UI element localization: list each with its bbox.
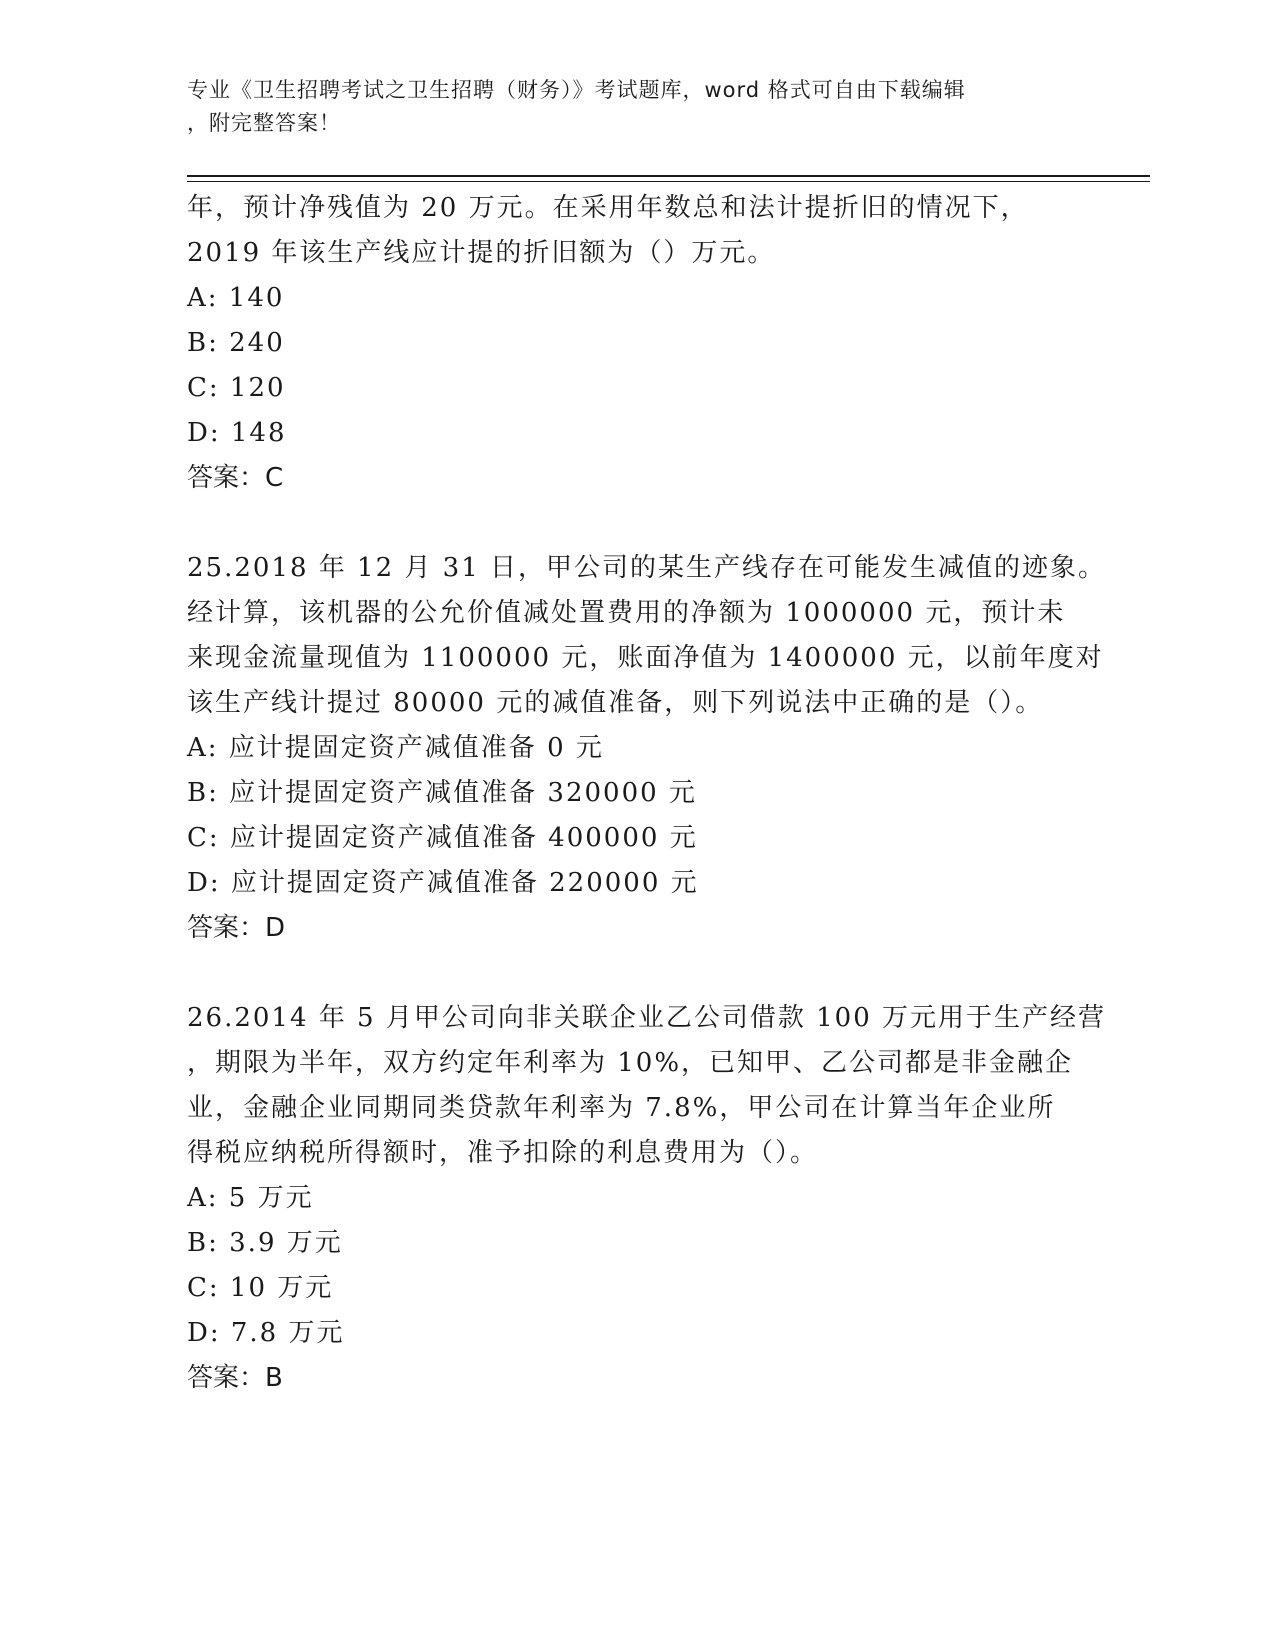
question-text-line: 得税应纳税所得额时，准予扣除的利息费用为（）。 (187, 1138, 819, 1168)
option-d: D: 应计提固定资产减值准备 220000 元 (187, 868, 699, 898)
spacer (187, 951, 1107, 996)
option-d: D: 7.8 万元 (187, 1318, 345, 1348)
header-line-2: ，附完整答案！ (187, 111, 341, 135)
question-text-line: 25.2018 年 12 月 31 日，甲公司的某生产线存在可能发生减值的迹象。 (187, 553, 1107, 583)
option-c: C: 应计提固定资产减值准备 400000 元 (187, 823, 698, 853)
document-body (187, 186, 1107, 1401)
question-text-line: 业，金融企业同期同类贷款年利率为 7.8%，甲公司在计算当年企业所 (187, 1093, 1056, 1123)
question-text-line: 经计算，该机器的公允价值减处置费用的净额为 1000000 元，预计未 (187, 598, 1066, 628)
question-text-line: 该生产线计提过 80000 元的减值准备，则下列说法中正确的是（）。 (187, 688, 1044, 718)
question-text-line: 26.2014 年 5 月甲公司向非关联企业乙公司借款 100 万元用于生产经营 (187, 1003, 1107, 1033)
option-b: B: 3.9 万元 (187, 1228, 343, 1258)
header-divider-thick (187, 175, 1150, 177)
option-b: B: 应计提固定资产减值准备 320000 元 (187, 778, 697, 808)
question-text-line: 年，预计净残值为 20 万元。在采用年数总和法计提折旧的情况下， (187, 193, 1029, 223)
spacer (187, 501, 1107, 546)
answer-line: 答案：D (187, 913, 286, 943)
answer-line: 答案：C (187, 463, 284, 493)
document-header (187, 74, 1067, 140)
option-b: B: 240 (187, 328, 285, 358)
question-25 (187, 546, 1107, 951)
option-a: A: 5 万元 (187, 1183, 314, 1213)
header-line-1: 专业《卫生招聘考试之卫生招聘（财务）》考试题库，word 格式可自由下载编辑 (187, 78, 966, 102)
option-a: A: 应计提固定资产减值准备 0 元 (187, 733, 604, 763)
answer-line: 答案：B (187, 1363, 283, 1393)
option-d: D: 148 (187, 418, 287, 448)
option-a: A: 140 (187, 283, 285, 313)
question-24 (187, 186, 1107, 501)
header-divider-thin (187, 181, 1150, 182)
option-c: C: 10 万元 (187, 1273, 334, 1303)
question-text-line: 2019 年该生产线应计提的折旧额为（）万元。 (187, 238, 776, 268)
question-text-line: 来现金流量现值为 1100000 元，账面净值为 1400000 元，以前年度对 (187, 643, 1104, 673)
question-26 (187, 996, 1107, 1401)
question-text-line: ，期限为半年，双方约定年利率为 10%，已知甲、乙公司都是非金融企 (187, 1048, 1074, 1078)
option-c: C: 120 (187, 373, 286, 403)
